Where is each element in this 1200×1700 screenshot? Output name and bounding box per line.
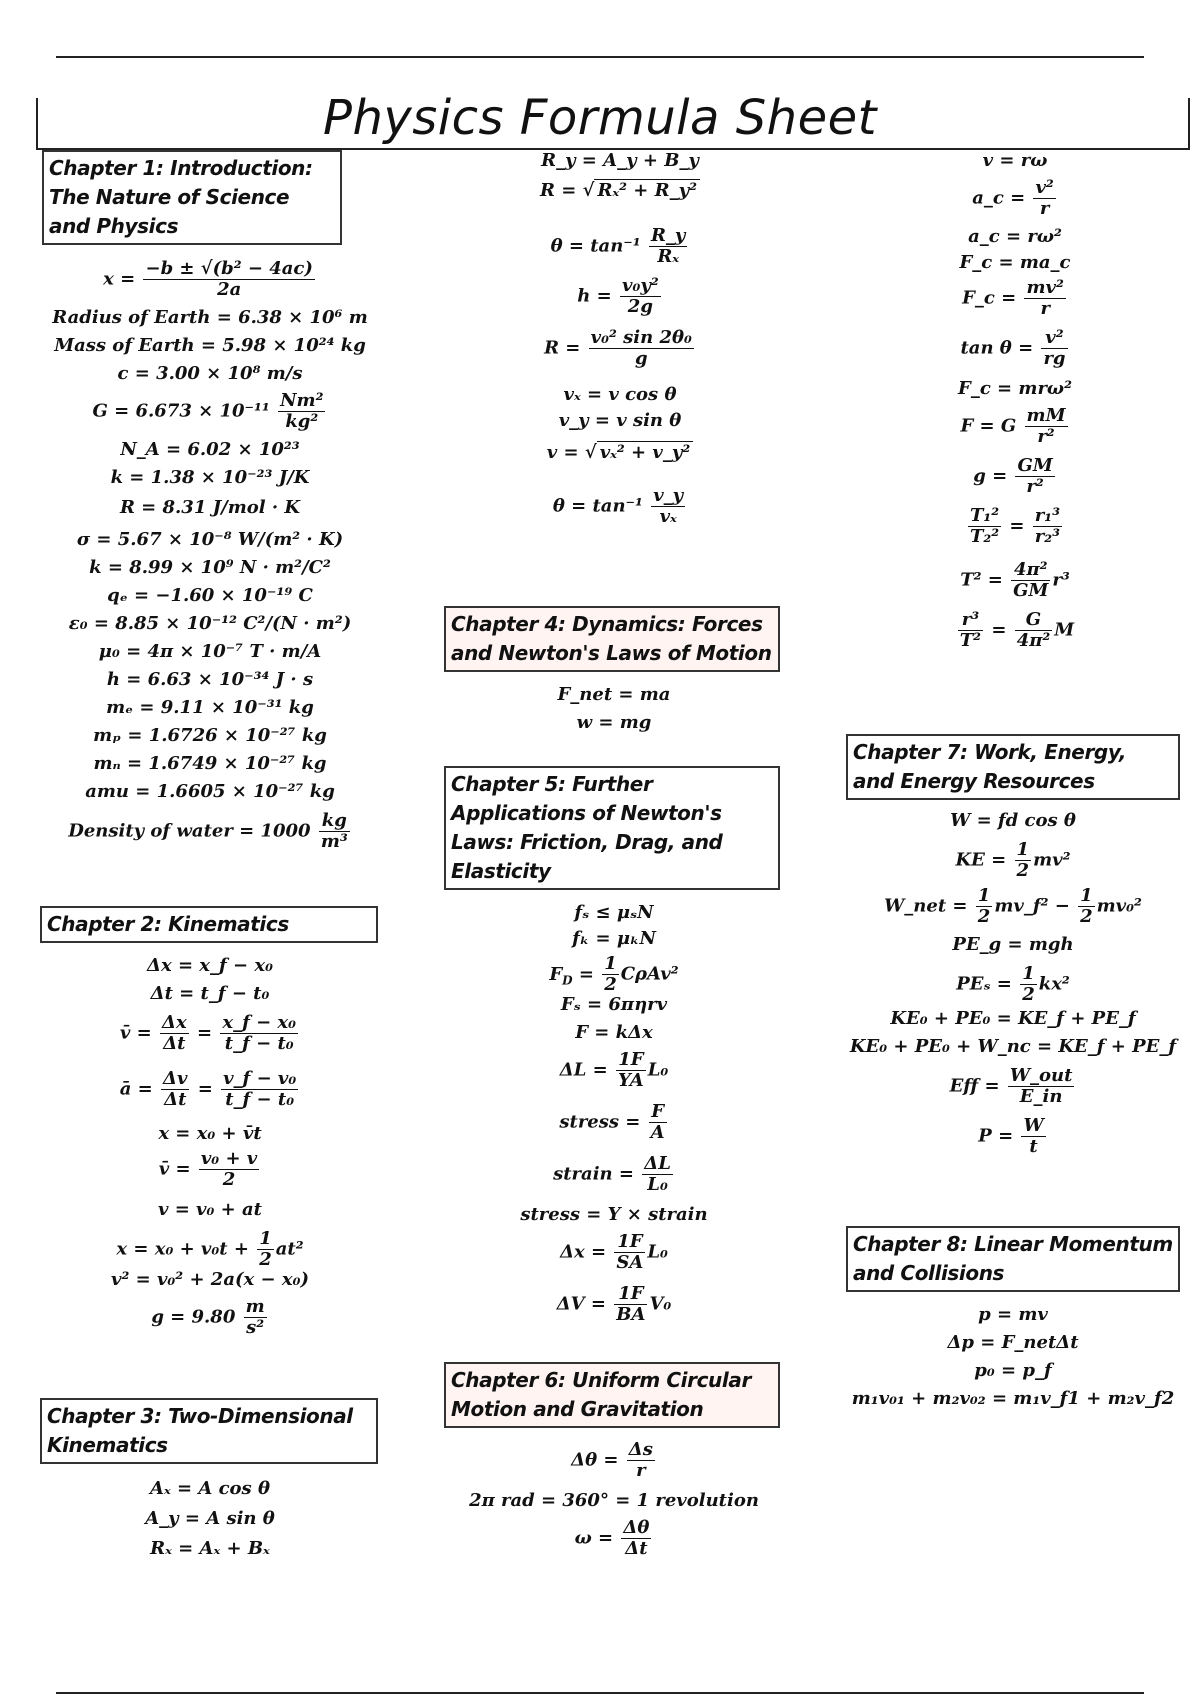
bottom-rule — [56, 1692, 1144, 1694]
formula-stress: stress = $\frac{F}{A}$ — [559, 1101, 665, 1143]
formula-collision: m₁v₀₁ + m₂v₀₂ = m₁v_f1 + m₂v_f2 — [851, 1388, 1175, 1409]
formula-angular-velocity: ω = $\frac{\Delta\theta}{\Delta t}$ — [574, 1517, 650, 1559]
formula-theta-v: θ = tan⁻¹ $\frac{v\_y}{\text{vₓ}}$ — [552, 485, 684, 527]
formula-kinetic-energy: KE = $\frac{1}{2}$ mv² — [955, 839, 1071, 881]
formula-gravitational-pe: PE_g = mgh — [952, 934, 1074, 955]
chapter-1-heading: Chapter 1: Introduction: The Nature of Science and Physics — [42, 150, 342, 245]
formula-shear: Δx = $\frac{1F}{SA}$ L₀ — [560, 1231, 668, 1273]
formula-ay: A_y = A sin θ — [145, 1508, 275, 1529]
formula-amu: amu = 1.6605 × 10⁻²⁷ kg — [85, 781, 335, 802]
formula-speed-light: c = 3.00 × 10⁸ m/s — [117, 363, 303, 384]
formula-centripetal-force: F_c = $\frac{\text{mv²}}{r}$ — [962, 277, 1064, 319]
formula-speed: v = √ vₓ² + v_y² — [440, 442, 800, 486]
formula-momentum: p = mv — [978, 1304, 1048, 1325]
page-title: Physics Formula Sheet — [323, 90, 877, 146]
formula-youngs: stress = Y × strain — [520, 1204, 708, 1225]
column-1 — [40, 150, 380, 859]
formula-fc-mac: F_c = ma_c — [959, 252, 1071, 273]
formula-max-height: h = $\frac{\text{v₀y²}}{2g}$ — [577, 275, 659, 317]
formula-kepler-ratio: $\frac{\text{T₁²}}{\text{T₂²}}$ = $\frac{\text{r₁³}}{\text{r₂³}}$ — [969, 505, 1061, 547]
formula-elongation: ΔL = $\frac{1F}{YA}$ L₀ — [559, 1049, 669, 1091]
formula-power: P = $\frac{W}{t}$ — [978, 1115, 1044, 1157]
top-rule — [56, 56, 1144, 58]
formula-kepler-mass: $\frac{\text{r³}}{\text{T²}}$ = $\frac{G}{\text{4π²}}$ M — [959, 609, 1075, 651]
formula-drag: $F_D$ = $\frac{1}{2}$ CρAv² — [549, 953, 679, 995]
formula-mass-earth: Mass of Earth = 5.98 × 10²⁴ kg — [54, 335, 366, 356]
formula-electron-mass: mₑ = 9.11 × 10⁻³¹ kg — [106, 697, 314, 718]
column-1-ch3 — [40, 1398, 380, 1566]
formula-displacement: Δx = x_f − x₀ — [146, 955, 274, 976]
formula-kepler-third: T² = $\frac{\text{4π²}}{GM}$ r³ — [960, 559, 1070, 601]
formula-rx: Rₓ = Aₓ + Bₓ — [150, 1538, 270, 1559]
formula-position: x = x₀ + v̄t — [158, 1123, 262, 1144]
formula-resultant: R = √ Rₓ² + R_y² — [440, 180, 800, 226]
formula-vy: v_y = v sin θ — [558, 410, 682, 431]
formula-spring-pe: PEₛ = $\frac{1}{2}$ kx² — [956, 963, 1070, 1005]
chapter-7-heading: Chapter 7: Work, Energy, and Energy Resources — [846, 734, 1180, 800]
formula-gravitation: F = G $\frac{mM}{\text{r²}}$ — [960, 405, 1066, 447]
formula-electron-charge: qₑ = −1.60 × 10⁻¹⁹ C — [107, 585, 313, 606]
formula-mean-velocity: v̄ = $\frac{\text{v₀ + v}}{2}$ — [158, 1148, 258, 1190]
formula-average-velocity: v̄ = $\frac{\Delta x}{\Delta t}$ = $\frac{\text{x\_f − x₀}}{\text{t\_f − t₀}}$ — [119, 1012, 297, 1054]
formula-planck: h = 6.63 × 10⁻³⁴ J · s — [106, 669, 314, 690]
formula-work-energy: W_net = $\frac{1}{2}$ mv_f² − $\frac{1}{2}$ mv₀² — [884, 885, 1142, 927]
formula-efficiency: Eff = W_out E_in — [949, 1065, 1073, 1107]
formula-radius-earth: Radius of Earth = 6.38 × 10⁶ m — [52, 307, 368, 328]
chapter-5-heading: Chapter 5: Further Applications of Newton's Laws: Friction, Drag, and Elasticity — [444, 766, 780, 890]
chapter-4-heading: Chapter 4: Dynamics: Forces and Newton's Laws of Motion — [444, 606, 780, 672]
formula-gas-constant: R = 8.31 J/mol · K — [119, 497, 301, 518]
column-1-ch2 — [40, 906, 380, 1345]
formula-average-acceleration: ā = $\frac{\Delta v}{\Delta t}$ = $\frac{\text{v\_f − v₀}}{\text{t\_f − t₀}}$ — [119, 1068, 297, 1110]
formula-bulk: ΔV = $\frac{1F}{BA}$ V₀ — [556, 1283, 672, 1325]
formula-energy-conservation: KE₀ + PE₀ = KE_f + PE_f — [890, 1008, 1136, 1029]
formula-newton-second: F_net = ma — [557, 684, 671, 705]
formula-gravity: g = 9.80 $\frac{m}{\text{s²}}$ — [151, 1296, 265, 1338]
formula-g-field: g = $\frac{GM}{\text{r²}}$ — [973, 455, 1053, 497]
chapter-3-heading: Chapter 3: Two-Dimensional Kinematics — [40, 1398, 378, 1464]
formula-fc-mrw2: F_c = mrω² — [958, 378, 1072, 399]
chapter-2-heading: Chapter 2: Kinematics — [40, 906, 378, 943]
formula-revolution: 2π rad = 360° = 1 revolution — [469, 1490, 759, 1511]
formula-energy-nonconservative: KE₀ + PE₀ + W_nc = KE_f + PE_f — [849, 1036, 1177, 1057]
formula-density-water: Density of water = 1000 $\frac{kg}{\text{m³}}$ — [68, 810, 348, 852]
formula-stokes: Fₛ = 6πηrv — [560, 994, 668, 1015]
column-3-ch7 — [846, 734, 1180, 1164]
formula-velocity-squared: v² = v₀² + 2a(x − x₀) — [111, 1269, 309, 1290]
formula-vx: vₓ = v cos θ — [563, 384, 677, 405]
formula-ac-rw2: a_c = rω² — [968, 226, 1062, 247]
formula-velocity: v = v₀ + at — [157, 1199, 262, 1220]
formula-gravitational-constant: G = 6.673 × 10⁻¹¹ $\frac{\text{Nm²}}{\text{kg²}}$ — [92, 390, 324, 432]
formula-banking: tan θ = $\frac{\text{v²}}{rg}$ — [960, 327, 1066, 369]
formula-static-friction: fₛ ≤ μₛN — [574, 902, 654, 923]
formula-elapsed-time: Δt = t_f − t₀ — [150, 983, 270, 1004]
column-2 — [440, 150, 800, 536]
column-2-ch4 — [444, 606, 784, 740]
formula-strain: strain = $\frac{\Delta L}{\text{L₀}}$ — [553, 1153, 671, 1195]
formula-impulse: Δp = F_netΔt — [947, 1332, 1079, 1353]
formula-mu-zero: μ₀ = 4π × 10⁻⁷ T · m/A — [98, 641, 322, 662]
formula-ry: R_y = A_y + B_y — [541, 150, 699, 171]
formula-coulomb-constant: k = 8.99 × 10⁹ N · m²/C² — [89, 557, 331, 578]
formula-proton-mass: mₚ = 1.6726 × 10⁻²⁷ kg — [93, 725, 327, 746]
formula-v-rw: v = rω — [982, 150, 1048, 171]
chapter-8-heading: Chapter 8: Linear Momentum and Collisions — [846, 1226, 1180, 1292]
formula-theta-r: θ = tan⁻¹ $\frac{R\_y}{\text{Rₓ}}$ — [550, 225, 686, 267]
formula-neutron-mass: mₙ = 1.6749 × 10⁻²⁷ kg — [93, 753, 327, 774]
formula-angle: Δθ = $\frac{\Delta s}{r}$ — [571, 1439, 653, 1481]
formula-kinetic-friction: fₖ = μₖN — [572, 928, 656, 949]
formula-conservation-momentum: p₀ = p_f — [974, 1360, 1052, 1381]
formula-hooke: F = kΔx — [575, 1022, 653, 1043]
formula-range: R = $\frac{\text{v₀² sin 2θ₀}}{g}$ — [544, 327, 692, 369]
formula-boltzmann: k = 1.38 × 10⁻²³ J/K — [110, 467, 310, 488]
formula-stefan-boltzmann: σ = 5.67 × 10⁻⁸ W/(m² · K) — [76, 529, 344, 550]
formula-work: W = fd cos θ — [950, 810, 1076, 831]
formula-epsilon-zero: ε₀ = 8.85 × 10⁻¹² C²/(N · m²) — [68, 613, 352, 634]
column-3-ch8 — [846, 1226, 1180, 1416]
formula-ax: Aₓ = A cos θ — [150, 1478, 270, 1499]
formula-weight: w = mg — [576, 712, 652, 733]
column-2-ch5 — [444, 766, 784, 1336]
formula-quadratic: x = $\frac{\text{−b ± √(b² − 4ac)}}{2a}$ — [103, 258, 313, 300]
column-2-ch6 — [444, 1362, 784, 1568]
chapter-6-heading: Chapter 6: Uniform Circular Motion and Gravitation — [444, 1362, 780, 1428]
formula-position-accel: x = x₀ + v₀t + $\frac{1}{2}$ at² — [116, 1228, 304, 1270]
formula-avogadro: N_A = 6.02 × 10²³ — [120, 439, 300, 460]
column-3 — [850, 150, 1180, 662]
formula-centripetal-accel: a_c = $\frac{\text{v²}}{r}$ — [972, 177, 1054, 219]
